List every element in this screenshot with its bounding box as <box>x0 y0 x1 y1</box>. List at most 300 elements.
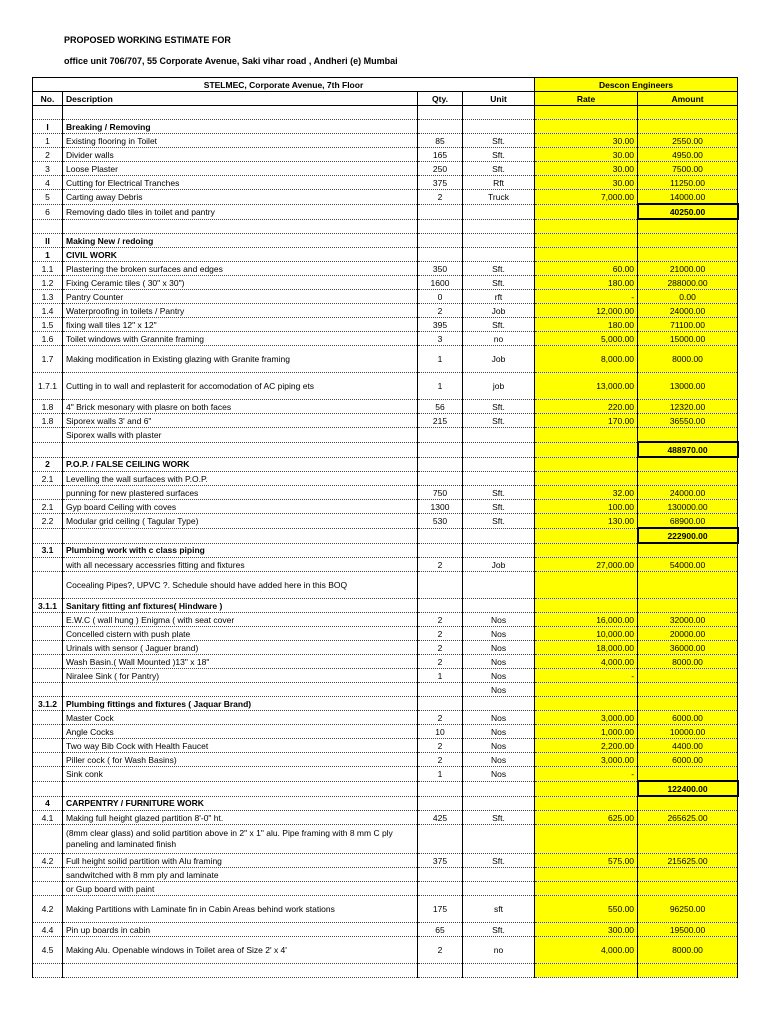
row-qty: 250 <box>418 162 463 176</box>
table-row <box>33 204 738 219</box>
row-unit <box>463 964 535 978</box>
table-row <box>33 627 738 641</box>
row-unit: Job <box>463 346 535 373</box>
row-description: (8mm clear glass) and solid partition above in 2" x 1" alu. Pipe framing with 8 mm C ply paneling and laminated finish <box>63 825 418 854</box>
row-amount <box>638 543 738 558</box>
row-unit: sft <box>463 896 535 923</box>
table-row <box>33 937 738 964</box>
table-header-row-1 <box>33 78 738 92</box>
row-rate <box>535 457 638 472</box>
row-number <box>33 486 63 500</box>
table-row <box>33 825 738 854</box>
row-description: Making Alu. Openable windows in Toilet area of Size 2' x 4' <box>63 937 418 964</box>
row-unit <box>463 428 535 443</box>
row-description: Toilet windows with Grannite framing <box>63 332 418 346</box>
row-qty: 375 <box>418 176 463 190</box>
table-row <box>33 442 738 457</box>
table-row <box>33 346 738 373</box>
row-unit: Rft <box>463 176 535 190</box>
table-row <box>33 276 738 290</box>
row-description: Wash Basin.( Wall Mounted )13" x 18" <box>63 655 418 669</box>
row-unit <box>463 120 535 134</box>
table-row <box>33 486 738 500</box>
row-rate: 60.00 <box>535 262 638 276</box>
row-amount <box>638 868 738 882</box>
table-row <box>33 753 738 767</box>
row-unit <box>463 234 535 248</box>
row-unit: Sft. <box>463 923 535 937</box>
row-number: 3 <box>33 162 63 176</box>
row-qty: 165 <box>418 148 463 162</box>
table-row <box>33 514 738 529</box>
row-description: Modular grid ceiling ( Tagular Type) <box>63 514 418 529</box>
row-qty <box>418 868 463 882</box>
row-amount <box>638 219 738 234</box>
table-row <box>33 896 738 923</box>
row-description: Plumbing fittings and fixtures ( Jaquar Brand) <box>63 697 418 711</box>
row-rate <box>535 204 638 219</box>
row-number: 4.5 <box>33 937 63 964</box>
table-row <box>33 882 738 896</box>
row-amount <box>638 457 738 472</box>
row-qty <box>418 599 463 613</box>
row-description <box>63 528 418 543</box>
row-rate <box>535 868 638 882</box>
row-qty: 2 <box>418 641 463 655</box>
row-qty: 1300 <box>418 500 463 514</box>
row-number: 2.2 <box>33 514 63 529</box>
row-rate <box>535 572 638 599</box>
row-description: Divider walls <box>63 148 418 162</box>
row-number <box>33 825 63 854</box>
row-number <box>33 711 63 725</box>
row-number: 1.8 <box>33 400 63 414</box>
row-description: Carting away Debris <box>63 190 418 205</box>
row-number: 1 <box>33 248 63 262</box>
row-number: 4 <box>33 796 63 811</box>
row-description: Loose Plaster <box>63 162 418 176</box>
row-amount: 24000.00 <box>638 304 738 318</box>
row-number <box>33 683 63 697</box>
row-description: Plumbing work with c class piping <box>63 543 418 558</box>
row-description <box>63 964 418 978</box>
row-amount: 10000.00 <box>638 725 738 739</box>
row-rate: 30.00 <box>535 134 638 148</box>
row-amount: 11250.00 <box>638 176 738 190</box>
row-amount <box>638 825 738 854</box>
row-unit: Job <box>463 558 535 572</box>
row-amount: 4400.00 <box>638 739 738 753</box>
row-unit: Nos <box>463 725 535 739</box>
row-unit <box>463 442 535 457</box>
row-number <box>33 882 63 896</box>
row-unit: Nos <box>463 767 535 782</box>
row-qty: 375 <box>418 854 463 868</box>
row-qty: 2 <box>418 937 463 964</box>
row-number: 4 <box>33 176 63 190</box>
row-rate: 12,000.00 <box>535 304 638 318</box>
table-row <box>33 854 738 868</box>
table-row <box>33 234 738 248</box>
row-rate: 5,000.00 <box>535 332 638 346</box>
row-number: 1.1 <box>33 262 63 276</box>
row-rate <box>535 796 638 811</box>
table-row <box>33 120 738 134</box>
table-row <box>33 613 738 627</box>
table-row <box>33 414 738 428</box>
row-rate <box>535 428 638 443</box>
row-amount: 8000.00 <box>638 346 738 373</box>
table-row <box>33 767 738 782</box>
table-row <box>33 811 738 825</box>
row-qty: 530 <box>418 514 463 529</box>
estimate-table <box>32 77 739 978</box>
row-number: 4.4 <box>33 923 63 937</box>
row-qty: 2 <box>418 304 463 318</box>
row-description: Siporex walls with plaster <box>63 428 418 443</box>
row-unit <box>463 825 535 854</box>
table-row <box>33 134 738 148</box>
row-number: I <box>33 120 63 134</box>
row-number: 5 <box>33 190 63 205</box>
row-qty: 1600 <box>418 276 463 290</box>
row-qty: 1 <box>418 373 463 400</box>
row-unit <box>463 882 535 896</box>
row-number: 1.4 <box>33 304 63 318</box>
table-row <box>33 190 738 205</box>
row-rate <box>535 599 638 613</box>
row-amount: 14000.00 <box>638 190 738 205</box>
table-row <box>33 781 738 796</box>
row-qty: 2 <box>418 558 463 572</box>
row-amount <box>638 472 738 486</box>
row-number: 3.1.1 <box>33 599 63 613</box>
table-row <box>33 148 738 162</box>
row-description <box>63 683 418 697</box>
row-amount: 24000.00 <box>638 486 738 500</box>
row-amount: 215625.00 <box>638 854 738 868</box>
row-unit: no <box>463 332 535 346</box>
table-row <box>33 964 738 978</box>
row-rate: 13,000.00 <box>535 373 638 400</box>
row-unit: Sft. <box>463 162 535 176</box>
row-unit <box>463 697 535 711</box>
row-amount: 8000.00 <box>638 655 738 669</box>
row-unit: Sft. <box>463 854 535 868</box>
row-amount: 6000.00 <box>638 711 738 725</box>
row-rate: 220.00 <box>535 400 638 414</box>
row-unit <box>463 528 535 543</box>
row-qty <box>418 825 463 854</box>
row-unit <box>463 472 535 486</box>
row-rate: 16,000.00 <box>535 613 638 627</box>
row-rate: 4,000.00 <box>535 937 638 964</box>
row-amount: 488970.00 <box>638 442 738 457</box>
table-row <box>33 472 738 486</box>
row-number <box>33 613 63 627</box>
row-number: 4.1 <box>33 811 63 825</box>
row-qty: 175 <box>418 896 463 923</box>
row-amount: 122400.00 <box>638 781 738 796</box>
row-description: or Gup board with paint <box>63 882 418 896</box>
row-amount: 21000.00 <box>638 262 738 276</box>
row-rate <box>535 882 638 896</box>
row-rate <box>535 683 638 697</box>
row-description: with all necessary accessries fitting and fixtures <box>63 558 418 572</box>
row-number: 1.2 <box>33 276 63 290</box>
table-row <box>33 923 738 937</box>
row-qty <box>418 697 463 711</box>
row-rate: - <box>535 669 638 683</box>
row-description: Urinals with sensor ( Jaguer brand) <box>63 641 418 655</box>
row-description: Making full height glazed partition 8'-0" ht. <box>63 811 418 825</box>
row-description: Waterproofing in toilets / Pantry <box>63 304 418 318</box>
table-row <box>33 106 738 120</box>
row-qty: 2 <box>418 627 463 641</box>
row-rate <box>535 964 638 978</box>
row-unit <box>463 204 535 219</box>
row-unit: Nos <box>463 753 535 767</box>
row-rate: 27,000.00 <box>535 558 638 572</box>
row-qty: 10 <box>418 725 463 739</box>
row-qty <box>418 234 463 248</box>
row-description: Cutting in to wall and replasterit for accomodation of AC piping ets <box>63 373 418 400</box>
row-description: Cutting for Electrical Tranches <box>63 176 418 190</box>
row-rate: 575.00 <box>535 854 638 868</box>
row-description: Sink conk <box>63 767 418 782</box>
row-qty: 85 <box>418 134 463 148</box>
row-description: Concelled cistern with push plate <box>63 627 418 641</box>
row-qty: 215 <box>418 414 463 428</box>
row-qty: 2 <box>418 711 463 725</box>
table-row <box>33 262 738 276</box>
row-description: Pin up boards in cabin <box>63 923 418 937</box>
row-description: Making New / redoing <box>63 234 418 248</box>
row-description <box>63 442 418 457</box>
row-qty: 2 <box>418 753 463 767</box>
row-description: Fixing Ceramic tiles ( 30" x 30") <box>63 276 418 290</box>
row-number <box>33 753 63 767</box>
row-qty <box>418 428 463 443</box>
row-unit <box>463 796 535 811</box>
row-unit: Sft. <box>463 486 535 500</box>
table-row <box>33 500 738 514</box>
row-number <box>33 739 63 753</box>
table-row <box>33 572 738 599</box>
row-description: Sanitary fitting anf fixtures( Hindware ) <box>63 599 418 613</box>
row-description: Plastering the broken surfaces and edges <box>63 262 418 276</box>
row-rate: 2,200.00 <box>535 739 638 753</box>
row-rate: 180.00 <box>535 318 638 332</box>
table-row <box>33 400 738 414</box>
row-amount: 68900.00 <box>638 514 738 529</box>
row-unit <box>463 543 535 558</box>
row-amount: 12320.00 <box>638 400 738 414</box>
row-unit <box>463 781 535 796</box>
row-unit: Nos <box>463 613 535 627</box>
row-amount <box>638 697 738 711</box>
row-rate <box>535 528 638 543</box>
table-row <box>33 711 738 725</box>
row-number: 1.7 <box>33 346 63 373</box>
row-rate: 32.00 <box>535 486 638 500</box>
row-number <box>33 572 63 599</box>
row-number: 2 <box>33 457 63 472</box>
row-unit: Sft. <box>463 134 535 148</box>
row-number <box>33 219 63 234</box>
row-description: CARPENTRY / FURNITURE WORK <box>63 796 418 811</box>
row-amount: 130000.00 <box>638 500 738 514</box>
row-description: fixing wall tiles 12" x 12" <box>63 318 418 332</box>
row-amount: 13000.00 <box>638 373 738 400</box>
row-unit: Nos <box>463 739 535 753</box>
row-qty <box>418 248 463 262</box>
row-qty <box>418 457 463 472</box>
row-description: Pantry Counter <box>63 290 418 304</box>
row-rate <box>535 543 638 558</box>
row-rate: 30.00 <box>535 176 638 190</box>
row-qty: 2 <box>418 613 463 627</box>
row-number <box>33 428 63 443</box>
row-unit: Sft. <box>463 514 535 529</box>
row-amount: 222900.00 <box>638 528 738 543</box>
row-qty <box>418 781 463 796</box>
row-unit <box>463 868 535 882</box>
row-number: 1 <box>33 134 63 148</box>
col-amount-header: Amount <box>638 92 738 106</box>
row-rate: 300.00 <box>535 923 638 937</box>
row-qty: 1 <box>418 346 463 373</box>
row-rate <box>535 234 638 248</box>
table-row <box>33 796 738 811</box>
row-qty <box>418 106 463 120</box>
row-number <box>33 627 63 641</box>
row-amount <box>638 248 738 262</box>
row-rate: 130.00 <box>535 514 638 529</box>
table-row <box>33 162 738 176</box>
table-row <box>33 683 738 697</box>
table-row <box>33 739 738 753</box>
row-qty <box>418 528 463 543</box>
row-unit: Sft. <box>463 500 535 514</box>
row-rate: 170.00 <box>535 414 638 428</box>
row-rate: 3,000.00 <box>535 711 638 725</box>
row-rate <box>535 781 638 796</box>
table-row <box>33 290 738 304</box>
row-description: Levelling the wall surfaces with P.O.P. <box>63 472 418 486</box>
row-unit: Sft. <box>463 148 535 162</box>
table-row <box>33 219 738 234</box>
row-amount: 54000.00 <box>638 558 738 572</box>
row-number <box>33 725 63 739</box>
row-amount <box>638 767 738 782</box>
row-description <box>63 106 418 120</box>
row-rate <box>535 697 638 711</box>
row-rate: 625.00 <box>535 811 638 825</box>
row-amount: 265625.00 <box>638 811 738 825</box>
row-number <box>33 655 63 669</box>
row-number: 2 <box>33 148 63 162</box>
row-qty: 350 <box>418 262 463 276</box>
row-amount: 8000.00 <box>638 937 738 964</box>
col-rate-header: Rate <box>535 92 638 106</box>
row-qty: 750 <box>418 486 463 500</box>
row-qty <box>418 572 463 599</box>
row-qty <box>418 683 463 697</box>
row-amount <box>638 964 738 978</box>
row-amount: 96250.00 <box>638 896 738 923</box>
row-rate: 100.00 <box>535 500 638 514</box>
row-amount: 32000.00 <box>638 613 738 627</box>
row-description: Existing flooring in Toilet <box>63 134 418 148</box>
row-number <box>33 106 63 120</box>
row-amount: 19500.00 <box>638 923 738 937</box>
row-unit <box>463 106 535 120</box>
row-number: 6 <box>33 204 63 219</box>
row-number: 1.3 <box>33 290 63 304</box>
table-row <box>33 599 738 613</box>
row-amount: 40250.00 <box>638 204 738 219</box>
row-description: Master Cock <box>63 711 418 725</box>
table-row <box>33 318 738 332</box>
row-unit: Nos <box>463 655 535 669</box>
row-description: Making modification in Existing glazing with Granite framing <box>63 346 418 373</box>
row-amount: 0.00 <box>638 290 738 304</box>
row-qty: 395 <box>418 318 463 332</box>
row-rate <box>535 248 638 262</box>
row-description: 4" Brick mesonary with plasre on both faces <box>63 400 418 414</box>
row-rate: 3,000.00 <box>535 753 638 767</box>
row-number: 1.7.1 <box>33 373 63 400</box>
row-amount: 4950.00 <box>638 148 738 162</box>
table-row <box>33 373 738 400</box>
row-amount <box>638 106 738 120</box>
row-rate: 10,000.00 <box>535 627 638 641</box>
row-qty <box>418 219 463 234</box>
row-number <box>33 528 63 543</box>
table-row <box>33 176 738 190</box>
row-description: CIVIL WORK <box>63 248 418 262</box>
row-amount: 7500.00 <box>638 162 738 176</box>
table-row <box>33 543 738 558</box>
row-unit: Nos <box>463 669 535 683</box>
row-rate <box>535 442 638 457</box>
row-amount <box>638 234 738 248</box>
row-description: Making Partitions with Laminate fin in Cabin Areas behind work stations <box>63 896 418 923</box>
table-row <box>33 248 738 262</box>
row-description: Angle Cocks <box>63 725 418 739</box>
row-number <box>33 442 63 457</box>
row-amount <box>638 599 738 613</box>
row-number <box>33 558 63 572</box>
row-qty: 2 <box>418 739 463 753</box>
row-number: 3.1 <box>33 543 63 558</box>
row-unit: Job <box>463 304 535 318</box>
row-unit <box>463 219 535 234</box>
table-row <box>33 655 738 669</box>
row-rate <box>535 219 638 234</box>
row-rate: - <box>535 290 638 304</box>
row-number <box>33 669 63 683</box>
row-rate: 18,000.00 <box>535 641 638 655</box>
document-subtitle: office unit 706/707, 55 Corporate Avenue, Saki vihar road , Andheri (e) Mumbai <box>64 56 398 66</box>
row-unit <box>463 248 535 262</box>
table-row <box>33 304 738 318</box>
row-description: punning for new plastered surfaces <box>63 486 418 500</box>
row-unit: Sft. <box>463 414 535 428</box>
table-header-row-2 <box>33 92 738 106</box>
row-amount: 15000.00 <box>638 332 738 346</box>
